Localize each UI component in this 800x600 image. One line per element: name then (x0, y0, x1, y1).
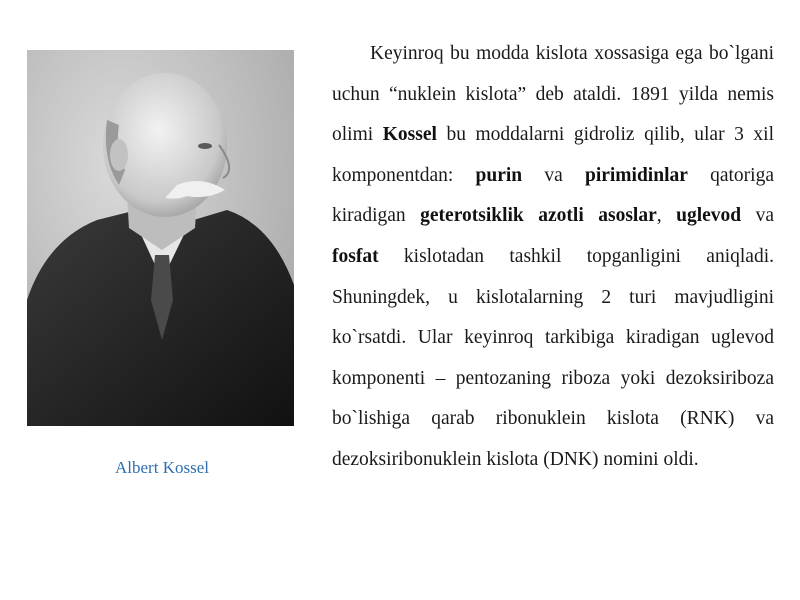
bold-term: purin (475, 164, 523, 186)
bold-term: pirimidinlar (584, 164, 688, 186)
text-run: kislotadan tashkil topganligini aniqladi. Shuningdek, u kislotalarning 2 turi mavjudligini ko`rsatdi. Ular keyinroq tarkibiga kiradigan uglevod komponenti – pentozaning riboza yoki dezoksiriboza bo`lishiga qarab ribonuklein kislota (RNK) va dezoksiribonuklein kislota (DNK) nomini oldi. (332, 245, 774, 470)
bold-term: uglevod (676, 205, 742, 227)
bold-term: Kossel (382, 124, 437, 146)
text-run: qatoriga kiradigan (332, 164, 775, 227)
text-run: Keyinroq bu modda kislota xossasiga ega bo`lgani uchun “nuklein kislota” deb ataldi. 1891 yilda nemis olimi (332, 43, 774, 146)
text-run: , (656, 205, 677, 227)
portrait-icon (27, 50, 294, 426)
text-run: va (741, 205, 775, 227)
article-paragraph (332, 34, 774, 481)
text-run: bu moddalarni gidroliz qilib, ular 3 xil komponentdan: (332, 124, 775, 186)
text-run: va (522, 164, 585, 186)
portrait-caption: Albert Kossel (115, 458, 209, 477)
portrait-photo (27, 50, 294, 426)
bold-term: fosfat (332, 245, 379, 267)
bold-term: geterotsiklik azotli asoslar (420, 205, 657, 227)
